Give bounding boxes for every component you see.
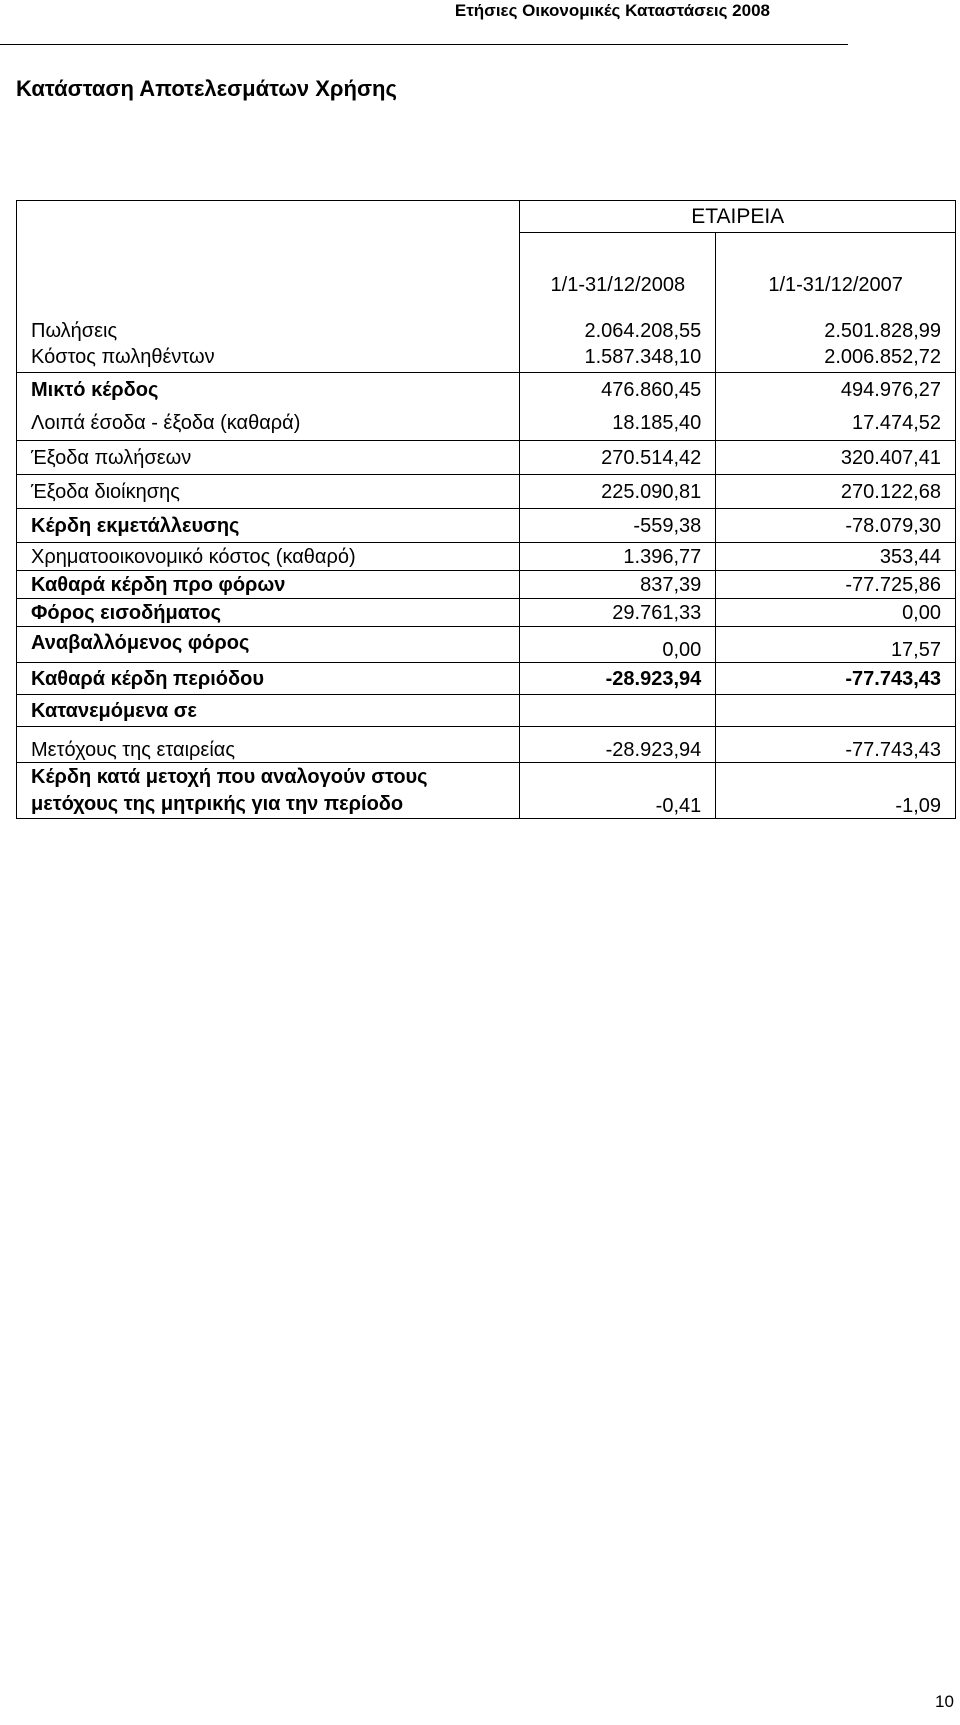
value-2007: -1,09 [716, 763, 956, 819]
table-row [17, 627, 956, 663]
value-2008: 225.090,81 [520, 475, 716, 509]
table-row [17, 509, 956, 543]
value-2008: 29.761,33 [520, 599, 716, 627]
table-row [17, 663, 956, 695]
table-row [17, 571, 956, 599]
value-2008: 18.185,40 [520, 407, 716, 441]
value-2008: -559,38 [520, 509, 716, 543]
row-label: Μικτό κέρδος [17, 373, 520, 407]
row-label: Λοιπά έσοδα - έξοδα (καθαρά) [17, 407, 520, 441]
value-2007: 2.006.852,72 [716, 343, 956, 373]
value-2007: -78.079,30 [716, 509, 956, 543]
row-label: Κόστος πωληθέντων [17, 343, 520, 373]
value-2007: 17.474,52 [716, 407, 956, 441]
row-label: Πωλήσεις [17, 303, 520, 343]
period-2008-header: 1/1-31/12/2008 [520, 233, 716, 303]
table-row [17, 407, 956, 441]
table-row-company [17, 201, 956, 233]
value-2007: 270.122,68 [716, 475, 956, 509]
table-row [17, 599, 956, 627]
table-row [17, 695, 956, 727]
table-row [17, 303, 956, 343]
value-2008: 476.860,45 [520, 373, 716, 407]
page-title: Κατάσταση Αποτελεσμάτων Χρήσης [16, 76, 397, 101]
row-label: Κέρδη εκμετάλλευσης [17, 509, 520, 543]
value-2007: 353,44 [716, 543, 956, 571]
row-label: Αναβαλλόμενος φόρος [17, 627, 520, 663]
running-header: Ετήσιες Οικονομικές Καταστάσεις 2008 [454, 1, 770, 20]
value-2008: -28.923,94 [520, 663, 716, 695]
value-2007: 0,00 [716, 599, 956, 627]
value-2007 [716, 695, 956, 727]
empty-cell [17, 201, 520, 233]
value-2008: 1.396,77 [520, 543, 716, 571]
value-2008: 2.064.208,55 [520, 303, 716, 343]
row-label: Καθαρά κέρδη περιόδου [17, 663, 520, 695]
table-row [17, 373, 956, 407]
value-2007: 2.501.828,99 [716, 303, 956, 343]
value-2008: -0,41 [520, 763, 716, 819]
table-row [17, 543, 956, 571]
table-row [17, 763, 956, 819]
value-2008: 1.587.348,10 [520, 343, 716, 373]
page-number: 10 [935, 1692, 954, 1711]
table-row [17, 727, 956, 763]
value-2008: -28.923,94 [520, 727, 716, 763]
row-label: Έξοδα διοίκησης [17, 475, 520, 509]
value-2007: 17,57 [716, 627, 956, 663]
value-2008: 837,39 [520, 571, 716, 599]
row-label: Κέρδη κατά μετοχή που αναλογούν στους μετόχους της μητρικής για την περίοδο [17, 763, 520, 819]
value-2007: 494.976,27 [716, 373, 956, 407]
row-label: Κατανεμόμενα σε [17, 695, 520, 727]
value-2007: -77.743,43 [716, 663, 956, 695]
table-row [17, 343, 956, 373]
row-label: Καθαρά κέρδη προ φόρων [17, 571, 520, 599]
value-2008: 270.514,42 [520, 441, 716, 475]
table-row [17, 441, 956, 475]
value-2008 [520, 695, 716, 727]
row-label: Έξοδα πωλήσεων [17, 441, 520, 475]
header-rule [0, 44, 848, 45]
period-2007-header: 1/1-31/12/2007 [716, 233, 956, 303]
income-statement-table [16, 200, 956, 819]
value-2007: 320.407,41 [716, 441, 956, 475]
row-label: Χρηματοοικονομικό κόστος (καθαρό) [17, 543, 520, 571]
company-header: ΕΤΑΙΡΕΙΑ [520, 201, 956, 233]
value-2007: -77.725,86 [716, 571, 956, 599]
row-label: Μετόχους της εταιρείας [17, 727, 520, 763]
row-label: Φόρος εισοδήματος [17, 599, 520, 627]
value-2008: 0,00 [520, 627, 716, 663]
value-2007: -77.743,43 [716, 727, 956, 763]
table-row-periods [17, 233, 956, 303]
empty-cell [17, 233, 520, 303]
table-row [17, 475, 956, 509]
